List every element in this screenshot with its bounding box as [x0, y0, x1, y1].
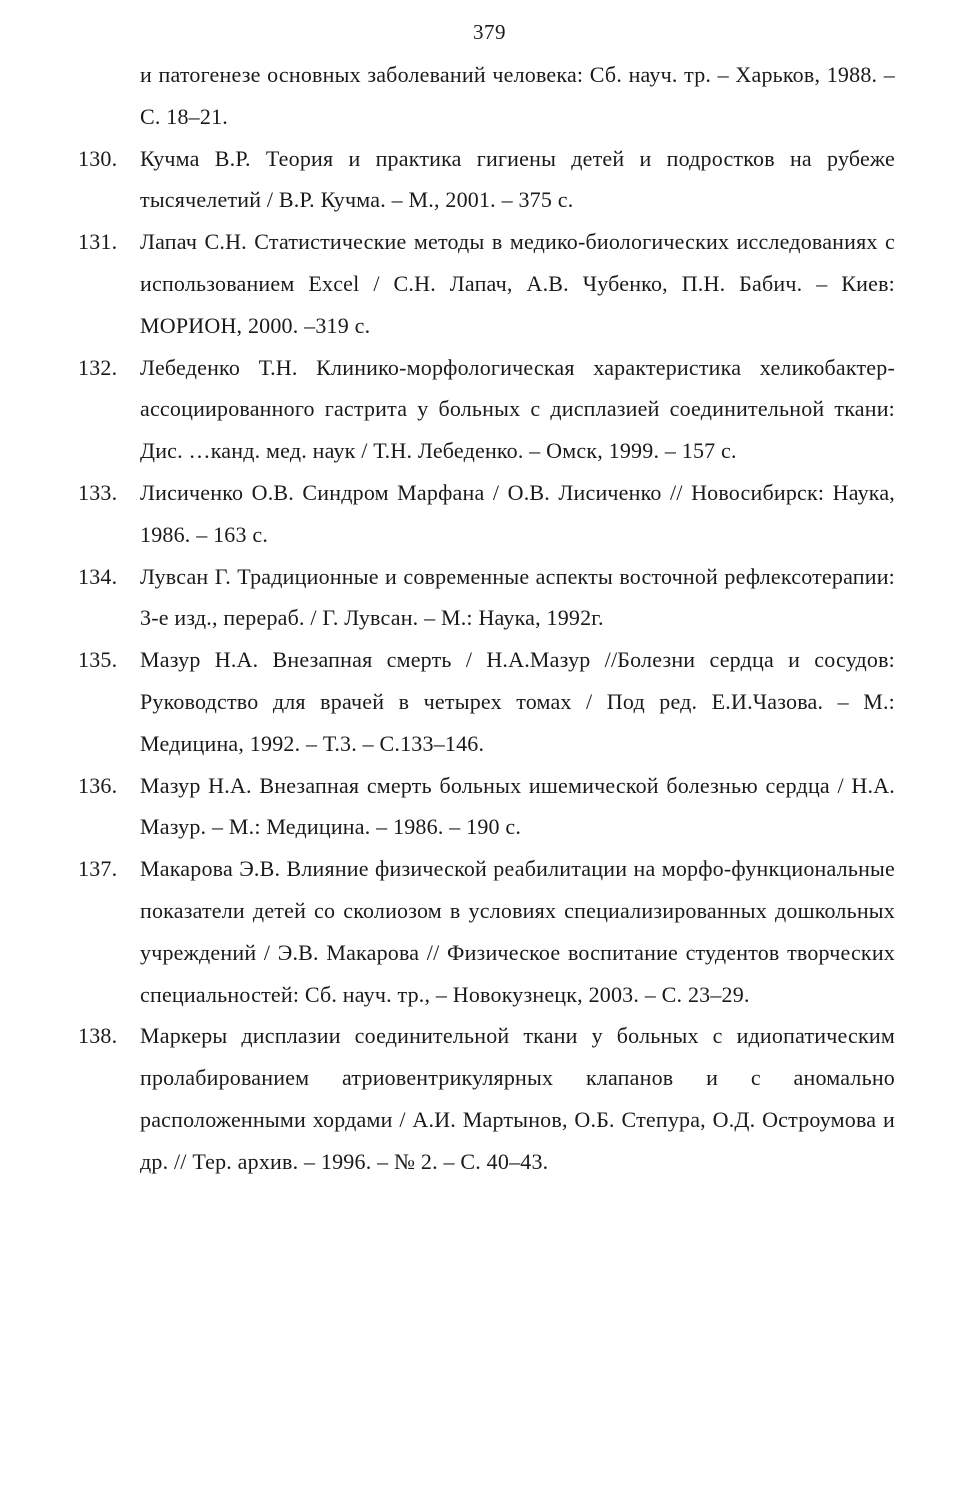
reference-item [78, 556, 895, 640]
reference-item [78, 138, 895, 222]
reference-number: 133. [78, 479, 118, 505]
reference-text: Мазур Н.А. Внезапная смерть больных ишемической болезнью сердца / Н.А. Мазур. – М.: Медицина. – 1986. – 190 с. [140, 772, 895, 840]
reference-item [78, 765, 895, 849]
page-number: 379 [473, 20, 506, 44]
reference-number: 138. [78, 1023, 118, 1049]
reference-list [78, 54, 895, 1183]
reference-continuation [78, 54, 895, 138]
reference-number: 137. [78, 856, 118, 882]
reference-text: и патогенезе основных заболеваний человека: Сб. науч. тр. – Харьков, 1988. – С. 18–21. [140, 62, 895, 129]
reference-number: 136. [78, 772, 118, 798]
reference-number: 132. [78, 354, 118, 380]
reference-text: Кучма В.Р. Теория и практика гигиены детей и подростков на рубеже тысячелетий / В.Р. Кучма. – М., 2001. – 375 с. [140, 145, 895, 213]
reference-item [78, 472, 895, 556]
reference-number: 135. [78, 647, 118, 673]
reference-text: Мазур Н.А. Внезапная смерть / Н.А.Мазур //Болезни сердца и сосудов: Руководство для врачей в четырех томах / Под ред. Е.И.Чазова. – М.: Медицина, 1992. – Т.3. – С.133–146. [140, 647, 895, 756]
reference-item [78, 347, 895, 472]
reference-text: Маркеры дисплазии соединительной ткани у больных с идиопатическим пролабированием атриовентрикулярных клапанов и с аномально расположенными хордами / А.И. Мартынов, О.Б. Степура, О.Д. Остроумова и др. // Тер. архив. – 1996. – № 2. – С. 40–43. [140, 1023, 895, 1174]
reference-text: Лувсан Г. Традиционные и современные аспекты восточной рефлексотерапии: 3-е изд., перераб. / Г. Лувсан. – М.: Наука, 1992г. [140, 563, 895, 631]
reference-number: 130. [78, 145, 118, 171]
reference-number: 134. [78, 563, 118, 589]
reference-text: Лебеденко Т.Н. Клинико-морфологическая характеристика хеликобактер-ассоциированного гастрита у больных с дисплазией соединительной ткани: Дис. …канд. мед. наук / Т.Н. Лебеденко. – Омск, 1999. – 157 с. [140, 354, 895, 464]
reference-item [78, 221, 895, 346]
reference-number: 131. [78, 229, 118, 255]
reference-item [78, 639, 895, 764]
reference-item [78, 1015, 895, 1182]
reference-item [78, 848, 895, 1015]
reference-text: Макарова Э.В. Влияние физической реабилитации на морфо-функциональные показатели детей со сколиозом в условиях специализированных дошкольных учреждений / Э.В. Макарова // Физическое воспитание студентов творческих специальностей: Сб. науч. тр., – Новокузнецк, 2003. – С. 23–29. [140, 856, 895, 1007]
reference-text: Лисиченко О.В. Синдром Марфана / О.В. Лисиченко // Новосибирск: Наука, 1986. – 163 с. [140, 479, 895, 547]
reference-text: Лапач С.Н. Статистические методы в медико-биологических исследованиях с использованием Excel / С.Н. Лапач, А.В. Чубенко, П.Н. Бабич. – Киев: МОРИОН, 2000. –319 с. [140, 229, 895, 338]
